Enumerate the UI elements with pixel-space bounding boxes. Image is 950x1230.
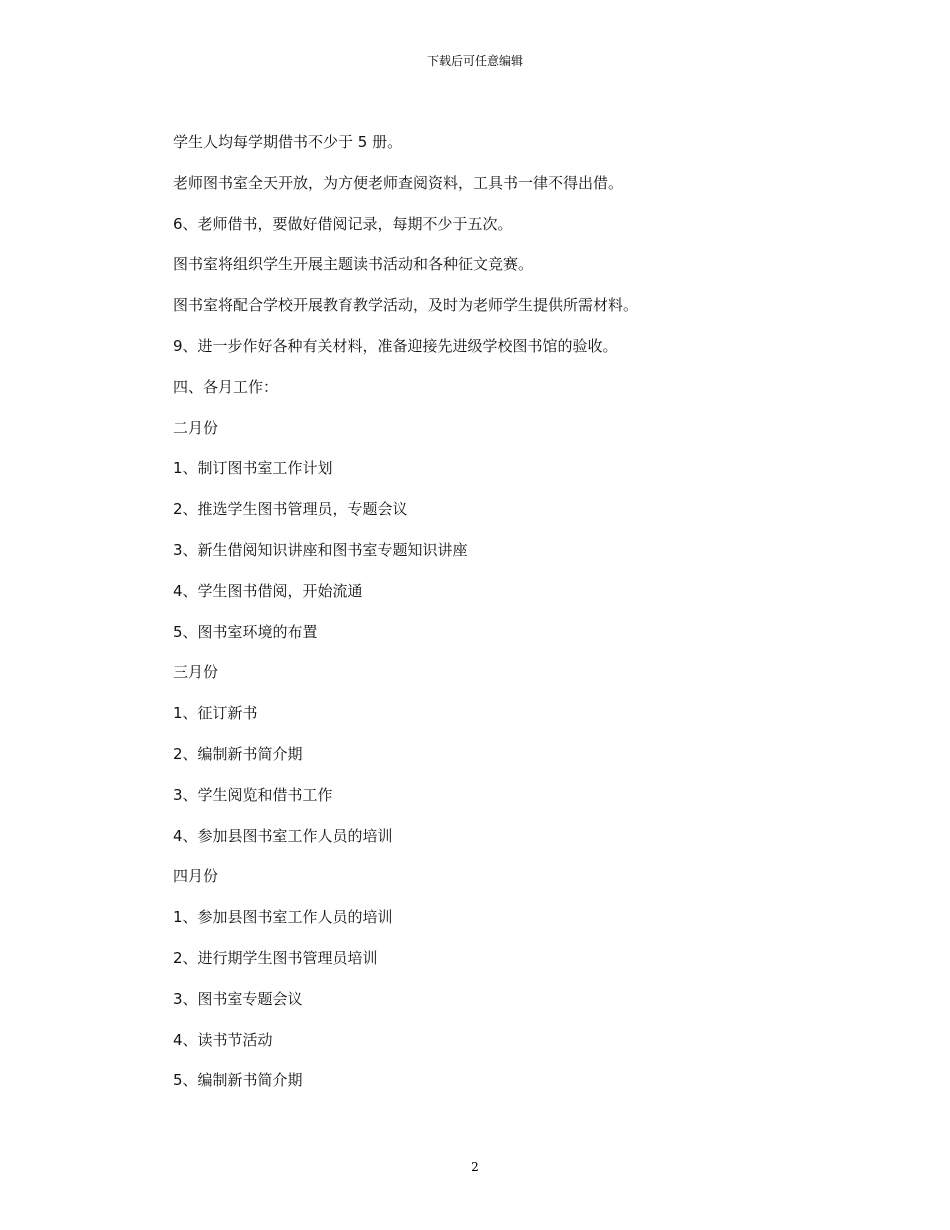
list-item: 3、学生阅览和借书工作 [173, 785, 333, 804]
document-body [173, 128, 873, 1107]
text-line: 9、进一步作好各种有关材料，准备迎接先进级学校图书馆的验收。 [173, 336, 618, 355]
list-item: 5、编制新书简介期 [173, 1071, 303, 1090]
list-item: 5、图书室环境的布置 [173, 622, 318, 641]
list-item: 2、进行期学生图书管理员培训 [173, 948, 378, 967]
list-item: 4、读书节活动 [173, 1030, 273, 1049]
list-item: 3、新生借阅知识讲座和图书室专题知识讲座 [173, 540, 468, 559]
list-item: 2、编制新书简介期 [173, 744, 303, 763]
month-heading: 二月份 [173, 418, 219, 437]
text-line: 老师图书室全天开放，为方便老师查阅资料，工具书一律不得出借。 [173, 173, 624, 192]
month-heading: 四月份 [173, 867, 219, 886]
page-header: 下载后可任意编辑 [426, 54, 523, 68]
list-item: 3、图书室专题会议 [173, 989, 303, 1008]
text-line: 学生人均每学期借书不少于 5 册。 [173, 133, 403, 151]
page-number: 2 [471, 1160, 479, 1174]
text-line: 图书室将配合学校开展教育教学活动，及时为老师学生提供所需材料。 [173, 296, 639, 315]
text-line: 图书室将组织学生开展主题读书活动和各种征文竞赛。 [173, 255, 534, 274]
month-heading: 三月份 [173, 663, 219, 682]
list-item: 1、制订图书室工作计划 [173, 459, 333, 478]
list-item: 2、推选学生图书管理员，专题会议 [173, 500, 408, 519]
list-item: 4、学生图书借阅，开始流通 [173, 581, 363, 600]
list-item: 1、参加县图书室工作人员的培训 [173, 908, 393, 927]
text-line: 6、老师借书，要做好借阅记录，每期不少于五次。 [173, 214, 513, 233]
list-item: 1、征订新书 [173, 704, 258, 723]
section-heading: 四、各月工作： [173, 377, 279, 396]
list-item: 4、参加县图书室工作人员的培训 [173, 826, 393, 845]
